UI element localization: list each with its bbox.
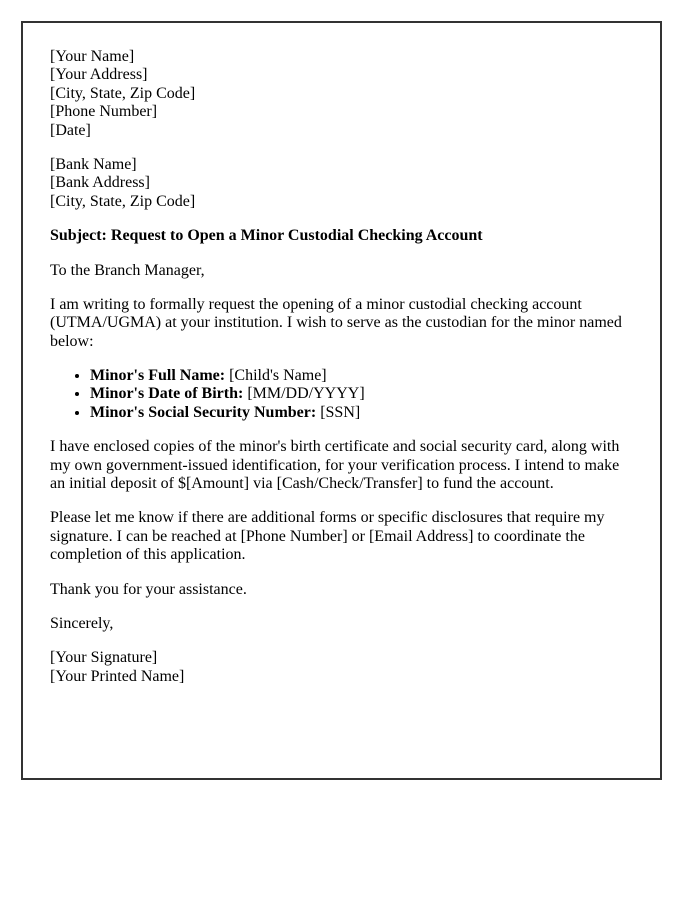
sender-address-line: [Your Address] [50,66,148,84]
bank-name-line: [Bank Name] [50,155,137,173]
minor-details-list [50,367,633,422]
sender-city-line: [City, State, Zip Code] [50,84,196,102]
printed-name-line: [Your Printed Name] [50,667,185,685]
minor-ssn-label: Minor's Social Security Number: [90,403,317,421]
minor-dob-label: Minor's Date of Birth: [90,385,244,403]
letter-date-line: [Date] [50,121,91,139]
list-item-minor-ssn [90,404,633,422]
paragraph-intro: I am writing to formally request the opening of a minor custodial checking account (UTMA/UGMA) at your institution. I wish to serve as the custodian for the minor named below: [50,295,622,350]
list-item-minor-dob [90,385,633,403]
minor-ssn-value: [SSN] [320,403,361,421]
minor-dob-value: [MM/DD/YYYY] [247,385,365,403]
signature-line: [Your Signature] [50,649,158,667]
bank-address-line: [Bank Address] [50,174,150,192]
letter-document [21,21,662,780]
paragraph-contact: Please let me know if there are additional forms or specific disclosures that require my signature. I can be reached at [Phone Number] or [Email Address] to coordinate the completion of this application. [50,509,605,564]
list-item-minor-name [90,367,633,385]
salutation: To the Branch Manager, [50,261,205,279]
bank-city-line: [City, State, Zip Code] [50,192,196,210]
closing-salutation: Sincerely, [50,614,114,632]
sender-name-line: [Your Name] [50,48,135,65]
closing-thanks: Thank you for your assistance. [50,580,247,598]
minor-name-value: [Child's Name] [229,367,327,385]
sender-phone-line: [Phone Number] [50,103,158,121]
paragraph-enclosures: I have enclosed copies of the minor's birth certificate and social security card, along with my own government-issued identification, for your verification process. I intend to make an initial deposit of $[Amount] via [Cash/Check/Transfer] to fund the account. [50,438,620,493]
signature-block [50,649,633,686]
subject-line: Subject: Request to Open a Minor Custodial Checking Account [50,227,483,245]
recipient-address-block [50,156,633,211]
sender-address-block [50,48,633,140]
minor-name-label: Minor's Full Name: [90,367,226,385]
